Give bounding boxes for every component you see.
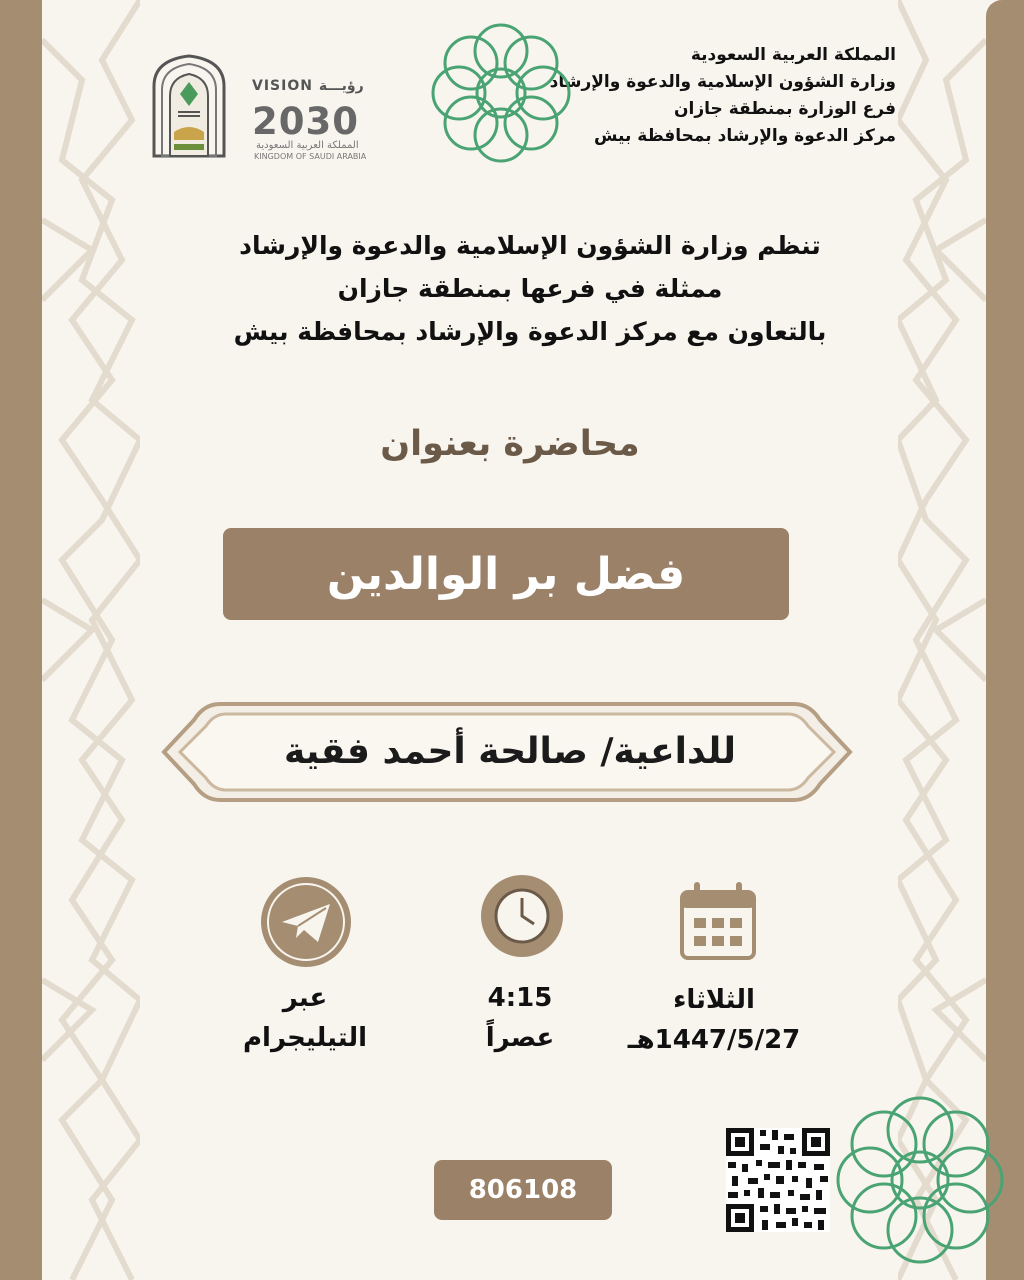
header-text [549, 42, 896, 150]
intro-line-1: تنظم وزارة الشؤون الإسلامية والدعوة والإرشاد [239, 231, 821, 260]
right-border [986, 0, 1024, 1280]
left-pattern [42, 0, 140, 1280]
calendar-icon [680, 882, 756, 960]
right-pattern [898, 0, 986, 1280]
intro-line-2: ممثلة في فرعها بمنطقة جازان [337, 274, 723, 303]
left-border [0, 0, 42, 1280]
vision-brand-text: VISION رؤيـــة [252, 78, 364, 94]
qr-code[interactable] [726, 1128, 830, 1232]
rosette-logo-bottom [832, 1092, 1008, 1268]
date-value: 1447/5/27هـ [627, 1025, 801, 1055]
intro-line-3: بالتعاون مع مركز الدعوة والإرشاد بمحافظة بيش [233, 317, 827, 346]
header-line-center: مركز الدعوة والإرشاد بمحافظة بيش [593, 126, 896, 146]
platform-prefix: عبر [282, 983, 328, 1013]
header-line-ministry: وزارة الشؤون الإسلامية والدعوة والإرشاد [549, 72, 896, 92]
date-info [614, 980, 814, 1060]
meeting-code: 806108 [434, 1160, 612, 1220]
intro-text [220, 224, 840, 353]
date-day: الثلاثاء [673, 985, 755, 1015]
vision-year-text: 2030 [252, 100, 359, 143]
header-line-branch: فرع الوزارة بمنطقة جازان [674, 99, 896, 119]
time-info [440, 978, 600, 1058]
rosette-logo-top [428, 20, 574, 166]
telegram-icon [260, 876, 352, 968]
time-period: عصراً [485, 1023, 555, 1053]
vision-2030-logo [252, 76, 412, 162]
platform-info [220, 978, 390, 1058]
lecture-title: فضل بر الوالدين [223, 528, 789, 620]
ministry-logo [148, 52, 230, 158]
clock-icon [480, 874, 564, 958]
vision-kingdom-text: KINGDOM OF SAUDI ARABIA [254, 152, 367, 161]
vision-arabic-text: المملكة العربية السعودية [256, 140, 359, 151]
platform-name: التيليجرام [242, 1023, 367, 1053]
speaker-name: للداعية/ صالحة أحمد فقية [283, 731, 737, 772]
lecture-label: محاضرة بعنوان [380, 424, 640, 464]
time-value: 4:15 [487, 983, 553, 1013]
header-line-kingdom: المملكة العربية السعودية [690, 45, 896, 65]
